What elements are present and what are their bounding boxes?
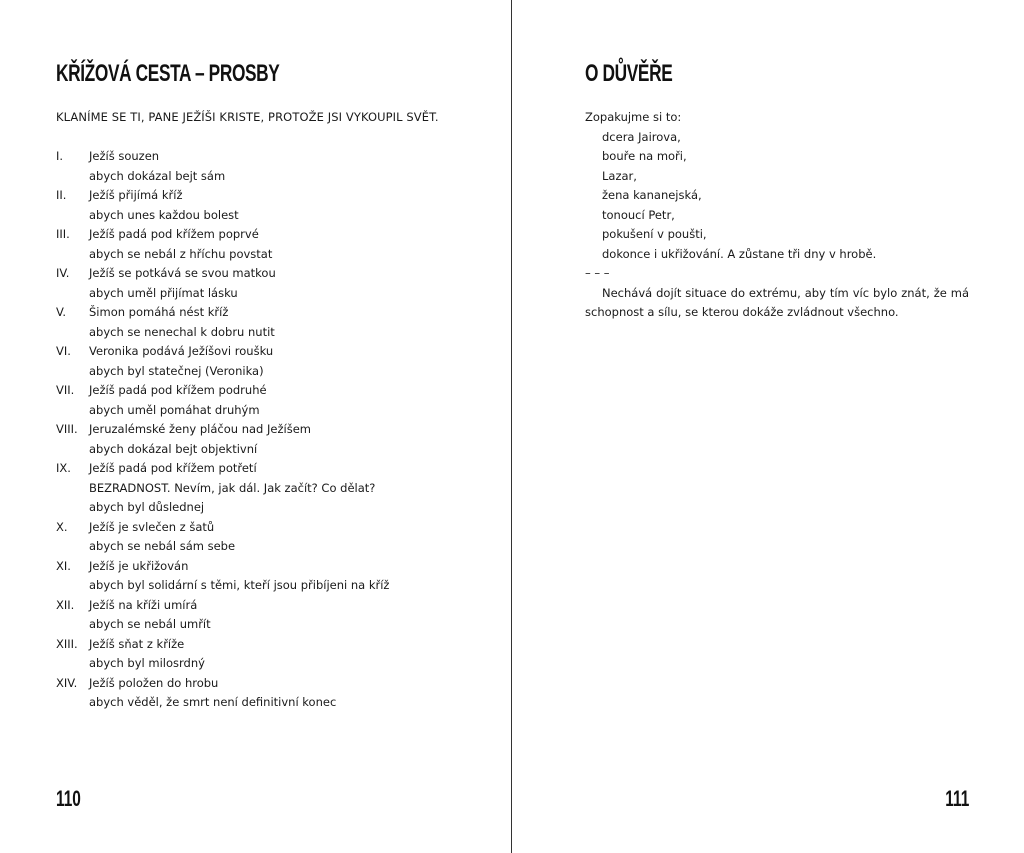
station-title: Ježíš padá pod křížem poprvé [89, 227, 259, 241]
station-title-line [56, 186, 476, 206]
station-title-line [56, 596, 476, 616]
station-number: VIII. [56, 422, 78, 436]
station-title: Ježíš souzen [89, 149, 160, 163]
page-number-left: 110 [56, 786, 81, 811]
body-paragraph: Nechává dojít situace do extrému, aby tím víc bylo znát, že má schopnost a sílu, se kterou dokáže zvládnout všechno. [585, 285, 969, 319]
station-number: V. [56, 305, 67, 319]
station-title: Šimon pomáhá nést kříž [89, 305, 229, 319]
station-prayer: abych se nebál umřít [89, 617, 211, 631]
station-title: Ježíš padá pod křížem podruhé [89, 383, 267, 397]
list-item: žena kananejská, [602, 188, 702, 202]
left-page [56, 0, 476, 853]
station-title-line [56, 147, 476, 167]
body-text [585, 108, 969, 323]
station-title-line [56, 674, 476, 694]
station-number: IX. [56, 461, 71, 475]
station-title: Ježíš je ukřižován [89, 558, 189, 573]
station-title-line [56, 635, 476, 655]
station-number: XII. [56, 597, 75, 612]
section-separator: – – – [585, 266, 610, 280]
page-number-right: 111 [945, 786, 969, 811]
stations-list [56, 147, 476, 713]
station-prayer: abych dokázal bejt sám [89, 168, 226, 183]
station-title: Ježíš se potkává se svou matkou [89, 266, 276, 280]
list-item: Lazar, [602, 168, 637, 183]
station-prayer: abych byl solidární s těmi, kteří jsou přibíjeni na kříž [89, 578, 390, 592]
station-prayer: abych byl důslednej [89, 500, 205, 514]
station-prayer: abych se nebál z hříchu povstat [89, 246, 273, 261]
list-item: pokušení v poušti, [602, 227, 707, 241]
station-title-line [56, 342, 476, 362]
list-item: dokonce i ukřižování. A zůstane tři dny v hrobě. [602, 246, 877, 261]
station-prayer: abych dokázal bejt objektivní [89, 441, 258, 456]
station-number: XIV. [56, 675, 78, 690]
station-number: X. [56, 519, 68, 534]
intro-line: Zopakujme si to: [585, 110, 682, 124]
station-prayer: abych uměl pomáhat druhým [89, 402, 260, 417]
station-title-line [56, 459, 476, 479]
station-prayer: abych uměl přijímat lásku [89, 285, 238, 300]
page-title: O DŮVĚŘE [585, 60, 673, 87]
station-title: Jeruzalémské ženy pláčou nad Ježíšem [89, 422, 311, 436]
station-title-line [56, 225, 476, 245]
station-note: BEZRADNOST. Nevím, jak dál. Jak začít? Co dělat? [89, 480, 376, 495]
station-title-line [56, 264, 476, 284]
list-item: bouře na moři, [602, 149, 687, 163]
station-number: I. [56, 149, 64, 163]
station-number: VI. [56, 344, 71, 358]
list-item: tonoucí Petr, [602, 207, 675, 222]
station-prayer: abych byl milosrdný [89, 656, 205, 670]
page-gutter [511, 0, 512, 853]
station-number: III. [56, 227, 70, 241]
station-title: Ježíš padá pod křížem potřetí [89, 461, 257, 475]
station-title: Ježíš položen do hrobu [89, 675, 219, 690]
station-number: II. [56, 188, 67, 202]
station-number: IV. [56, 266, 70, 280]
station-prayer: abych věděl, že smrt není definitivní konec [89, 695, 337, 709]
station-title: Ježíš na kříži umírá [89, 597, 198, 612]
station-number: VII. [56, 383, 75, 397]
station-title-line [56, 557, 476, 577]
station-number: XIII. [56, 636, 78, 651]
list-item: dcera Jairova, [602, 129, 681, 144]
station-title-line [56, 303, 476, 323]
page-subtitle: KLANÍME SE TI, PANE JEŽÍŠI KRISTE, PROTOŽE JSI VYKOUPIL SVĚT. [56, 110, 439, 124]
station-title-line [56, 420, 476, 440]
station-prayer: abych unes každou bolest [89, 207, 239, 222]
right-page [585, 0, 969, 853]
station-number: XI. [56, 558, 71, 573]
station-prayer: abych se nebál sám sebe [89, 539, 236, 553]
station-prayer: abych se nenechal k dobru nutit [89, 324, 275, 339]
station-title: Veronika podává Ježíšovi roušku [89, 344, 274, 358]
station-title: Ježíš přijímá kříž [89, 188, 183, 202]
station-title-line [56, 518, 476, 538]
page-title: KŘÍŽOVÁ CESTA – PROSBY [56, 60, 280, 87]
station-title: Ježíš sňat z kříže [89, 636, 185, 651]
station-title: Ježíš je svlečen z šatů [89, 519, 215, 534]
station-prayer: abych byl statečnej (Veronika) [89, 363, 264, 378]
station-title-line [56, 381, 476, 401]
